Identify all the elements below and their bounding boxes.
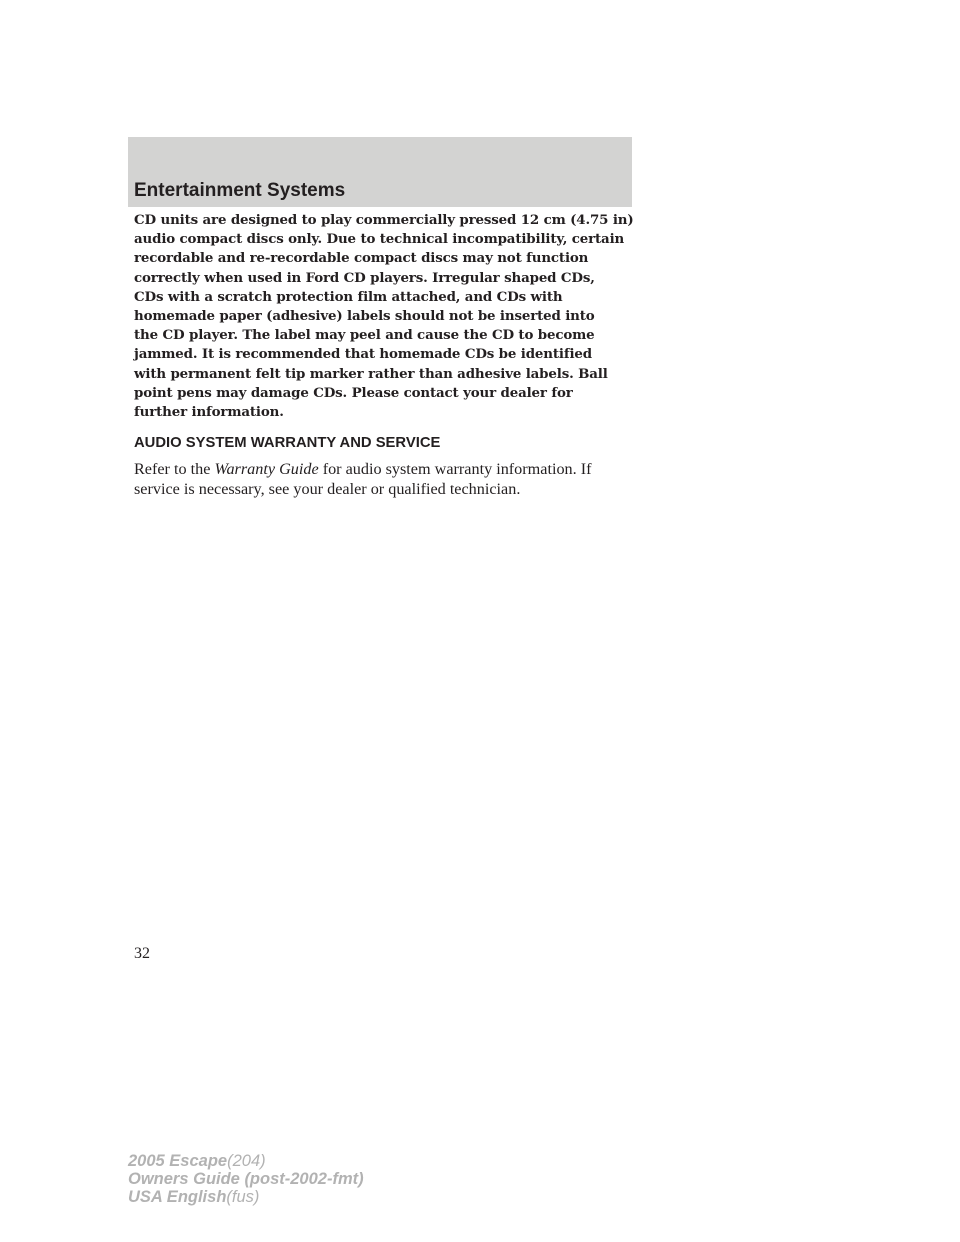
footer-language: USA English bbox=[128, 1188, 227, 1207]
warranty-text: Refer to the bbox=[134, 460, 215, 479]
cd-notice-line: jammed. It is recommended that homemade CDs be identified bbox=[134, 346, 592, 363]
warranty-line: service is necessary, see your dealer or qualified technician. bbox=[134, 480, 521, 499]
cd-notice-line: CD units are designed to play commercially pressed 12 cm (4.75 in) bbox=[134, 212, 634, 228]
warranty-paragraph bbox=[134, 459, 634, 499]
page-content bbox=[134, 211, 634, 500]
cd-notice-line: the CD player. The label may peel and cause the CD to become bbox=[134, 327, 595, 344]
cd-notice-line: further information. bbox=[134, 404, 284, 421]
warranty-text: for audio system warranty information. If bbox=[318, 460, 592, 479]
document-footer bbox=[128, 1152, 364, 1207]
cd-notice-line: correctly when used in Ford CD players. Irregular shaped CDs, bbox=[134, 269, 595, 286]
cd-notice-line: point pens may damage CDs. Please contact your dealer for bbox=[134, 384, 573, 401]
cd-notice-line: CDs with a scratch protection film attached, and CDs with bbox=[134, 288, 563, 305]
footer-model-code: (204) bbox=[227, 1152, 266, 1170]
footer-line-language bbox=[128, 1188, 364, 1206]
warranty-heading: AUDIO SYSTEM WARRANTY AND SERVICE bbox=[134, 435, 441, 452]
cd-notice-line: with permanent felt tip marker rather than adhesive labels. Ball bbox=[134, 365, 608, 382]
warranty-guide-reference: Warranty Guide bbox=[214, 460, 319, 479]
cd-notice-paragraph bbox=[134, 211, 634, 422]
section-title: Entertainment Systems bbox=[134, 180, 346, 201]
footer-guide: Owners Guide (post-2002-fmt) bbox=[128, 1170, 364, 1189]
footer-line-guide bbox=[128, 1170, 364, 1188]
footer-language-code: (fus) bbox=[226, 1188, 260, 1207]
cd-notice-line: homemade paper (adhesive) labels should not be inserted into bbox=[134, 308, 595, 325]
warranty-line bbox=[134, 459, 634, 479]
footer-line-model bbox=[128, 1152, 364, 1170]
footer-model: 2005 Escape bbox=[128, 1152, 228, 1170]
page-number: 32 bbox=[134, 945, 150, 962]
cd-notice-line: audio compact discs only. Due to technical incompatibility, certain bbox=[134, 231, 625, 248]
cd-notice-line: recordable and re-recordable compact discs may not function bbox=[134, 250, 589, 267]
